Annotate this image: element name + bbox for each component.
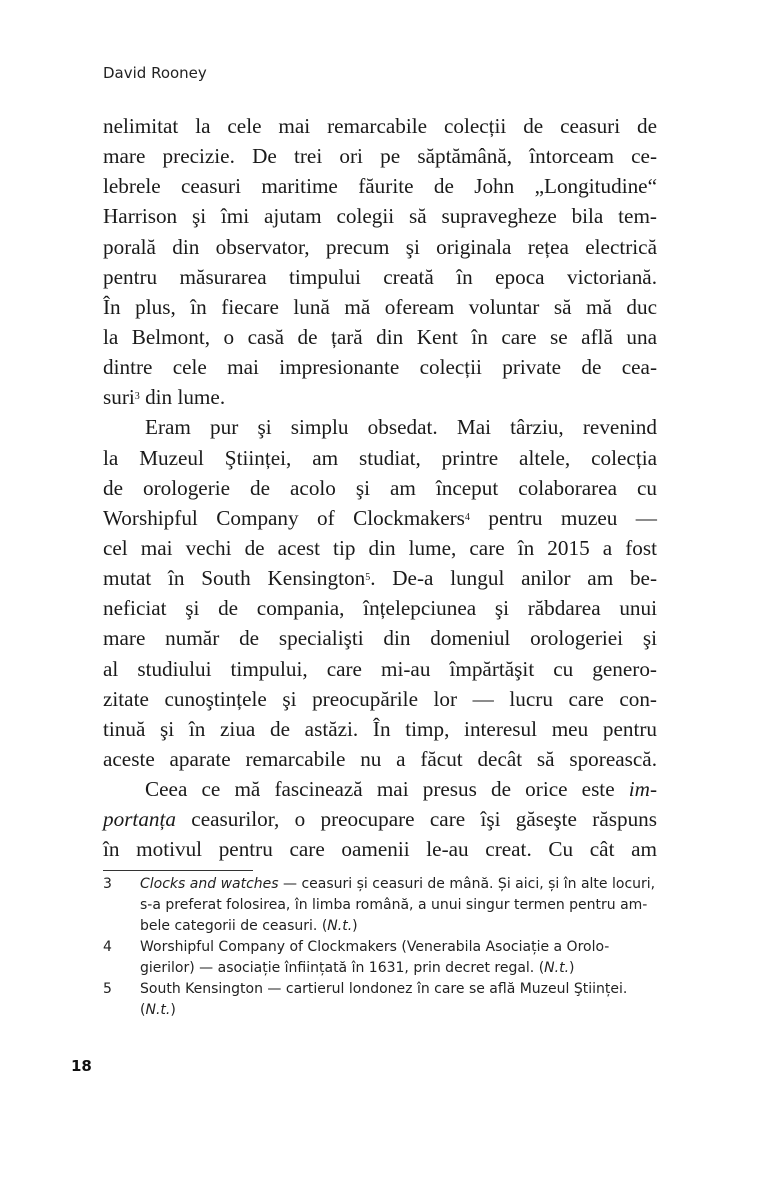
emphasis: N.t.: [544, 960, 570, 976]
body-text-run: Ceea ce mă fascinează mai presus de orice este: [145, 777, 629, 802]
body-line: de orologerie de acolo şi am început colaborarea cu: [103, 475, 657, 500]
footnote-text-run: — ceasuri și ceasuri de mână. Și aici, și în alte locuri,: [278, 876, 656, 892]
body-text-run: Worshipful Company of Clockmakers: [103, 505, 465, 530]
footnote-line: [140, 958, 657, 979]
footnote-4: [103, 937, 657, 979]
footnote-line: [140, 1000, 657, 1021]
page-number: 18: [71, 1057, 92, 1075]
footnote-text-run: bele categorii de ceasuri. (: [140, 918, 328, 934]
footnotes: [103, 874, 657, 1021]
body-line: la Belmont, o casă de țară din Kent în care se află una: [103, 324, 657, 349]
emphasis: portanța: [103, 807, 176, 832]
emphasis: Clocks and watches: [140, 876, 279, 892]
footnote-line: Worshipful Company of Clockmakers (Venerabila Asociație a Orolo-: [140, 939, 610, 955]
body-line: mare număr de specialişti din domeniul orologeriei şi: [103, 626, 657, 651]
footnote-body: [140, 979, 657, 1021]
body-text-run: pentru muzeu —: [469, 505, 657, 530]
emphasis: N.t.: [327, 918, 353, 934]
footnote-line: [140, 874, 657, 895]
body-line: tinuă şi în ziua de astăzi. În timp, interesul meu pentru: [103, 716, 657, 741]
body-line: în motivul pentru care oamenii le-au creat. Cu cât am: [103, 837, 657, 862]
footnote-3: [103, 874, 657, 937]
body-line: al studiului timpului, care mi-au împărtăşit cu genero-: [103, 656, 657, 681]
footnote-number: 4: [103, 939, 112, 955]
body-text: [103, 111, 657, 865]
footnote-text-run: ): [352, 918, 358, 934]
footnote-body: [140, 937, 657, 979]
body-text-run: mutat în South Kensington: [103, 566, 366, 591]
body-line: neficiat şi de compania, înțelepciunea şi răbdarea unui: [103, 596, 657, 621]
body-text-run: . De-a lungul anilor am be-: [370, 566, 658, 591]
body-line: [103, 563, 657, 593]
body-line: nelimitat la cele mai remarcabile colecții de ceasuri de: [103, 114, 657, 138]
footnote-line: South Kensington — cartierul londonez în care se află Muzeul Ştiinței.: [140, 981, 628, 997]
body-line: Harrison şi îmi ajutam colegii să supravegheze bila tem-: [103, 204, 657, 229]
body-line: pentru măsurarea timpului creată în epoca victoriană.: [103, 264, 657, 289]
footnote-number: 3: [103, 876, 112, 892]
body-text-run: suri: [103, 385, 135, 410]
footnote-ref-5: 5: [365, 572, 371, 584]
emphasis: im-: [628, 777, 657, 802]
footnote-number: 5: [103, 981, 112, 997]
footnote-ref-4: 4: [464, 511, 470, 523]
body-line: În plus, în fiecare lună mă ofeream voluntar să mă duc: [103, 294, 657, 319]
body-line: zitate cunoştințele şi preocupările lor — lucru care con-: [103, 686, 657, 711]
body-line: la Muzeul Ştiinței, am studiat, printre altele, colecția: [103, 445, 657, 470]
body-line: Eram pur şi simplu obsedat. Mai târziu, revenind: [145, 415, 657, 440]
footnote-body: [140, 874, 657, 937]
footnote-text-run: ): [569, 960, 575, 976]
body-line: [103, 382, 657, 412]
footnote-divider: [103, 870, 253, 871]
body-line: porală din observator, precum şi originala rețea electrică: [103, 234, 657, 259]
body-line: [103, 503, 657, 533]
body-line: aceste aparate remarcabile nu a făcut decât să sporească.: [103, 746, 657, 771]
footnote-line: s-a preferat folosirea, în limba română, a unui singur termen pentru am-: [140, 897, 648, 913]
body-text-run: ceasurilor, o preocupare care îşi găseşte răspuns: [176, 807, 657, 832]
body-line: lebrele ceasuri maritime făurite de John „Longitudine“: [103, 174, 657, 199]
emphasis: N.t.: [145, 1002, 171, 1018]
footnote-text-run: ): [170, 1002, 176, 1018]
footnote-line: [140, 916, 657, 937]
footnote-text-run: (: [140, 1002, 146, 1018]
footnote-5: [103, 979, 657, 1021]
running-head: David Rooney: [103, 64, 207, 82]
body-line: mare precizie. De trei ori pe săptămână, întorceam ce-: [103, 144, 657, 169]
body-line: [103, 774, 657, 804]
body-line: cel mai vechi de acest tip din lume, care în 2015 a fost: [103, 535, 657, 560]
footnote-text-run: gierilor) — asociație înființată în 1631, prin decret regal. (: [140, 960, 545, 976]
footnote-ref-3: 3: [134, 391, 140, 403]
body-line: dintre cele mai impresionante colecții private de cea-: [103, 355, 657, 380]
body-text-run: din lume.: [139, 385, 226, 410]
body-line: [103, 804, 657, 834]
